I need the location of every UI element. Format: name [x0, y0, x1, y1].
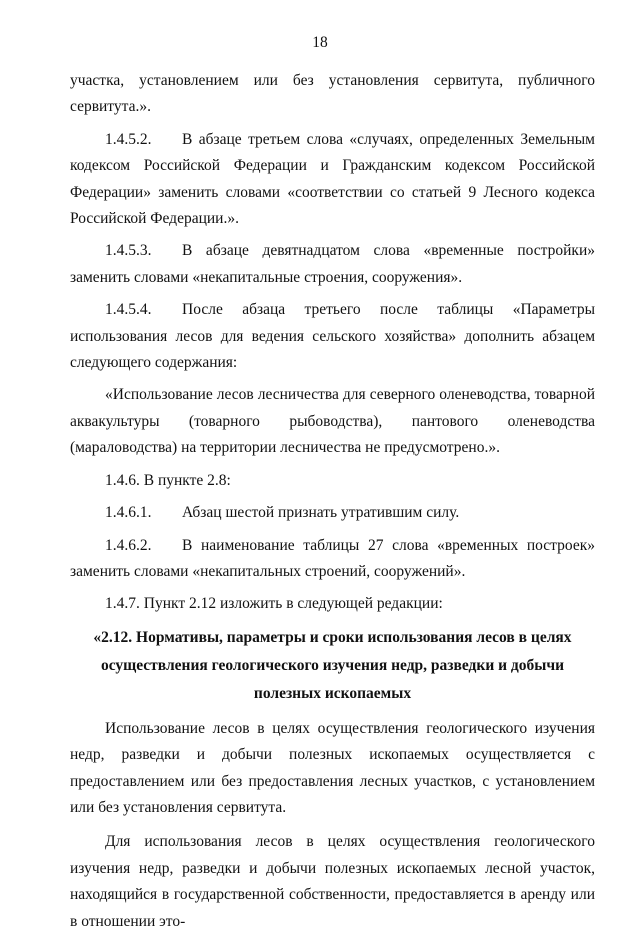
paragraph-1-4-5-3 [70, 238, 595, 291]
clause-number: 1.4.5.4. [105, 301, 152, 319]
paragraph-1-4-5-2 [70, 127, 595, 233]
clause-text: В наименование таблицы 27 слова «временных построек» заменить словами «некапитальных строений, сооружений». [70, 536, 595, 580]
clause-number: 1.4.5.3. [105, 242, 152, 260]
clause-text: Абзац шестой признать утратившим силу. [182, 504, 460, 522]
clause-number: 1.4.6.2. [105, 536, 152, 554]
paragraph-lease: Для использования лесов в целях осуществления геологического изучения недр, разведки и добычи полезных ископаемых лесной участок, находящийся в государственной собственности, предоставляется в аренду или в отношении это- [70, 833, 595, 930]
heading-line-1: «2.12. Нормативы, параметры и сроки использования лесов в целях [93, 628, 572, 646]
paragraph-1-4-7: 1.4.7. Пункт 2.12 изложить в следующей редакции: [105, 595, 443, 613]
paragraph-quote: «Использование лесов лесничества для северного оленеводства, товарной аквакультуры (товарного рыбоводства), пантового оленеводства (мараловодства) на территории лесничества не предусмотрено.». [70, 386, 595, 457]
paragraph-1-4-6-1 [70, 500, 595, 526]
clause-text: После абзаца третьего после таблицы «Параметры использования лесов для ведения сельского хозяйства» дополнить абзацем следующего содержания: [70, 301, 595, 372]
page-number: 18 [312, 34, 328, 51]
heading-line-3: полезных ископаемых [253, 684, 412, 702]
paragraph-1-4-6-2 [70, 533, 595, 586]
clause-text: В абзаце третьем слова «случаях, определенных Земельным кодексом Российской Федерации и Гражданским кодексом Российской Федерации» заменить словами «соответствии со статьей 9 Лесного кодекса Российской Федерации.». [70, 130, 595, 228]
section-heading [70, 624, 595, 708]
clause-number: 1.4.5.2. [105, 130, 152, 148]
clause-text: В абзаце девятнадцатом слова «временные постройки» заменить словами «некапитальные строения, сооружения». [70, 242, 595, 286]
paragraph-1-4-5-4 [70, 297, 595, 376]
paragraph-usage: Использование лесов в целях осуществления геологического изучения недр, разведки и добычи полезных ископаемых осуществляется с предоставлением или без предоставления лесных участков, с установлением или без установления сервитута. [70, 719, 595, 816]
document-body [70, 68, 595, 935]
paragraph-1-4-6: 1.4.6. В пункте 2.8: [105, 471, 231, 489]
clause-number: 1.4.6.1. [105, 504, 152, 522]
paragraph-continuation: участка, установлением или без установления сервитута, публичного сервитута.». [70, 72, 595, 116]
heading-line-2: осуществления геологического изучения недр, разведки и добычи [100, 656, 565, 674]
